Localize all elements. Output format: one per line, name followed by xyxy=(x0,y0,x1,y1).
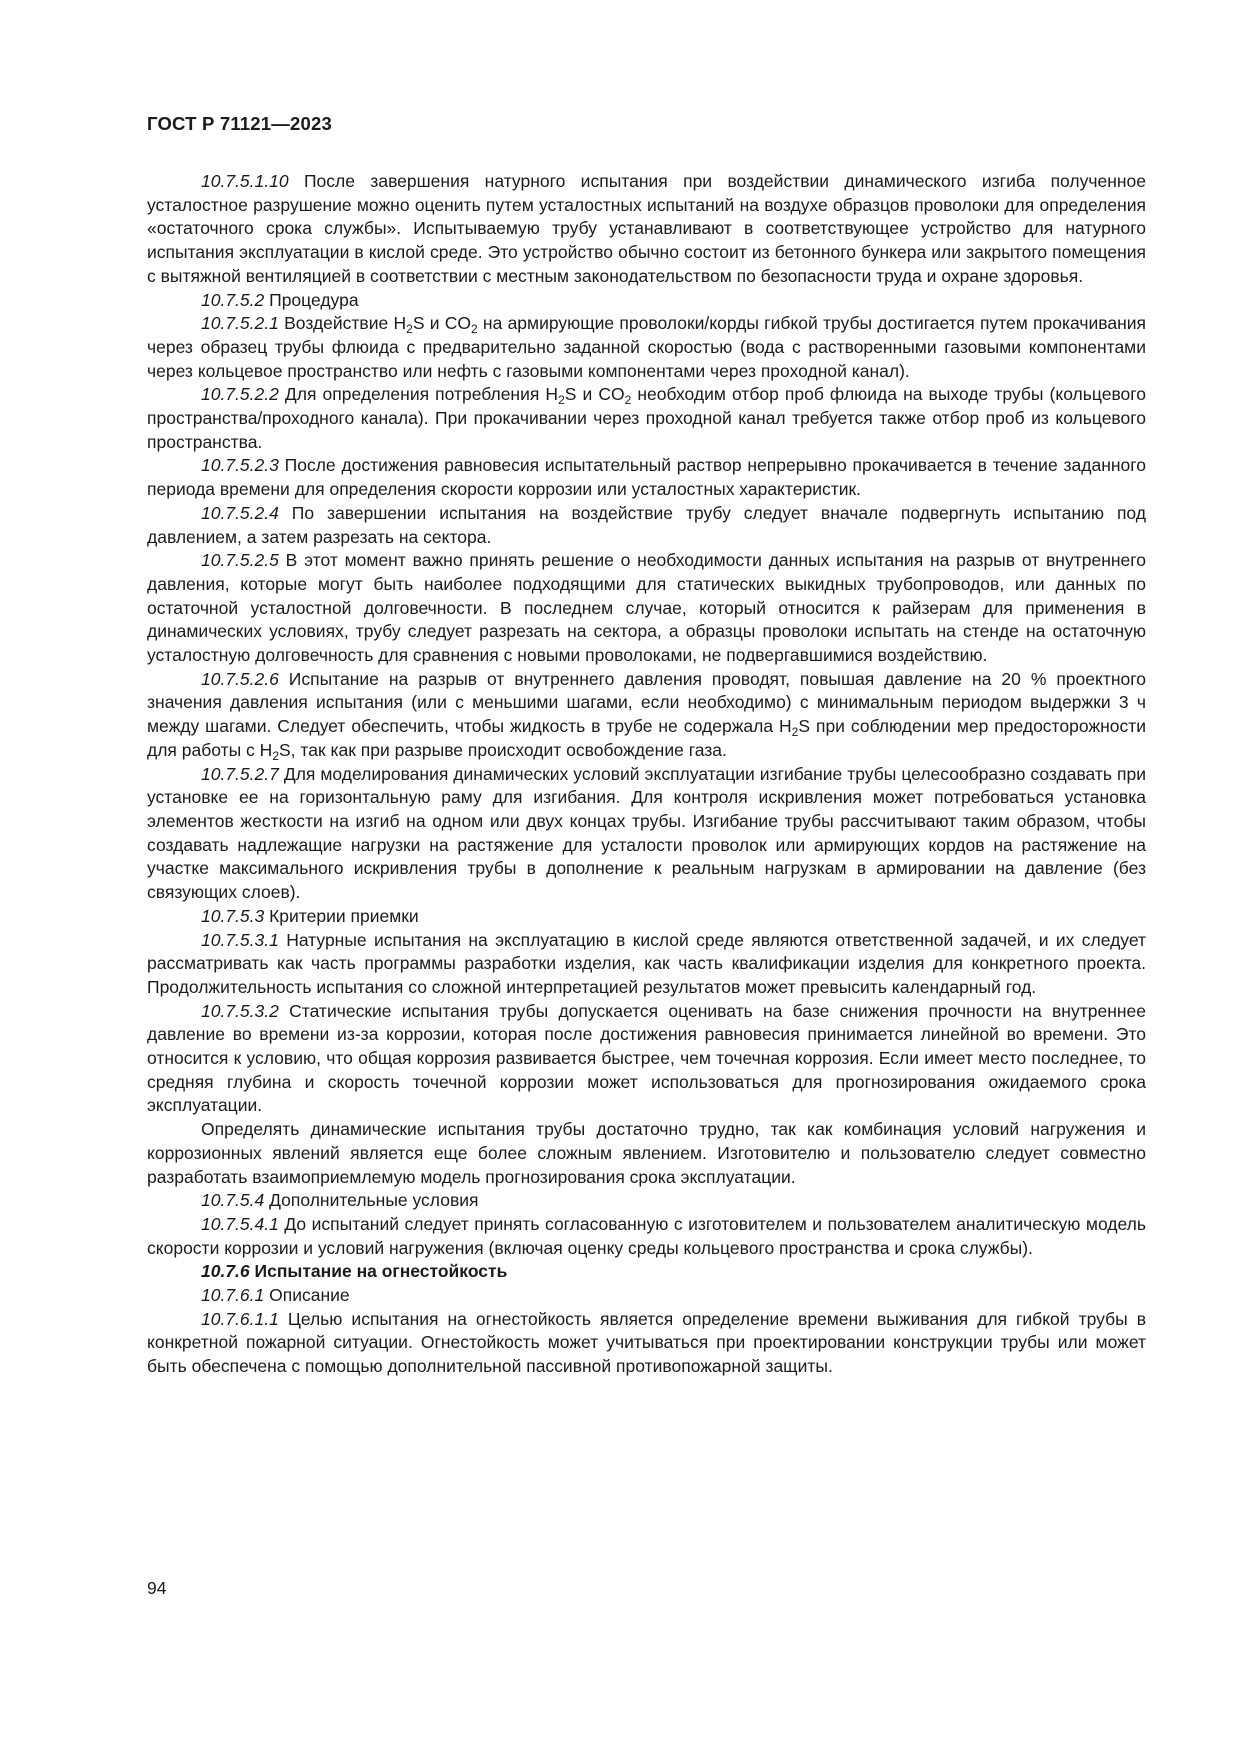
paragraph-10-7-5-2-5 xyxy=(147,549,1146,668)
paragraph-text: После завершения натурного испытания при воздействии динамического изгиба полученное усталостное разрушение можно оценить путем усталостных испытаний на воздухе образцов проволоки для определения «остаточного срока службы». Испытываемую трубу устанавливают в соответствующее устройство для натурного испытания эксплуатации в кислой среде. Это устройство обычно состоит из бетонного бункера или закрытого помещения с вытяжной вентиляцией в соответствии с местным законодательством по безопасности труда и охране здоровья. xyxy=(147,171,1146,286)
paragraph-10-7-5-3 xyxy=(147,905,1146,929)
clause-number: 10.7.6.1 xyxy=(201,1285,265,1306)
clause-number: 10.7.5.4.1 xyxy=(201,1213,279,1234)
section-title: Процедура xyxy=(264,289,359,310)
paragraph-text: Определять динамические испытания трубы достаточно трудно, так как комбинация условий нагружения и коррозионных явлений является еще более сложным явлением. Изготовителю и пользователю следует совместно разработать взаимоприемлемую модель прогнозирования срока эксплуатации. xyxy=(147,1119,1146,1187)
paragraph-text: До испытаний следует принять согласованную с изготовителем и пользователем аналитическую модель скорости коррозии и условий нагружения (включая оценку среды кольцевого пространства и срока службы). xyxy=(147,1213,1146,1258)
paragraph-10-7-5-2-4 xyxy=(147,502,1146,549)
paragraph-10-7-5-2-2 xyxy=(147,383,1146,454)
section-title: Критерии приемки xyxy=(264,905,419,926)
document-body xyxy=(147,170,1146,1379)
paragraph-text: Статические испытания трубы допускается оценивать на базе снижения прочности на внутреннее давление во времени из-за коррозии, которая после достижения равновесия принимается линейной во времени. Это относится к условию, что общая коррозия развивается быстрее, чем точечная коррозия. Если имеет место последнее, то средняя глубина и скорость точечной коррозии может использоваться для прогнозирования ожидаемого срока эксплуатации. xyxy=(147,1000,1146,1116)
clause-number: 10.7.5.2.2 xyxy=(201,384,279,405)
paragraph-text: В этот момент важно принять решение о необходимости данных испытания на разрыв от внутреннего давления, которые могут быть наиболее подходящими для статических выкидных трубопроводов, или данных по остаточной усталостной долговечности. В последнем случае, который относится к райзерам для применения в динамических условиях, трубу следует разрезать на сектора, а образцы проволоки испытать на стенде на остаточную усталостную долговечность для сравнения с новыми проволоками, не подвергавшимися воздействию. xyxy=(147,550,1146,666)
clause-number: 10.7.5.2.5 xyxy=(201,550,279,571)
paragraph-10-7-5-4-1 xyxy=(147,1213,1146,1260)
paragraph-10-7-5-3-1 xyxy=(147,929,1146,1000)
clause-number: 10.7.5.3.1 xyxy=(201,929,279,950)
paragraph-text: Испытание на разрыв от внутреннего давления проводят, повышая давление на 20 % проектного значения давления испытания (или с меньшими шагами, если необходимо) с минимальным периодом выдержки 3 ч между шагами. Следует обеспечить, чтобы жидкость в трубе не содержала H xyxy=(147,668,1146,737)
paragraph-10-7-5-2-1 xyxy=(147,312,1146,383)
paragraph-10-7-5-2-3 xyxy=(147,454,1146,501)
paragraph-10-7-5-4 xyxy=(147,1189,1146,1213)
subscript: 2 xyxy=(624,393,632,408)
paragraph-text: После достижения равновесия испытательный раствор непрерывно прокачивается в течение заданного периода времени для определения скорости коррозии или усталостных характеристик. xyxy=(147,455,1146,500)
section-title: Дополнительные условия xyxy=(264,1190,479,1211)
paragraph-text: Для определения потребления H xyxy=(278,384,559,405)
paragraph-10-7-5-2-6 xyxy=(147,668,1146,763)
section-title: Испытание на огнестойкость xyxy=(249,1261,508,1282)
heading-10-7-6 xyxy=(147,1260,1146,1284)
subscript: 2 xyxy=(406,322,413,337)
paragraph-10-7-5-1-10 xyxy=(147,170,1146,289)
paragraph-text: Для моделирования динамических условий эксплуатации изгибание трубы целесообразно создавать при установке ее на горизонтальную раму для изгибания. Для контроля искривления может потребоваться установка элементов жесткости на изгиб на одном или двух концах трубы. Изгибание трубы рассчитывают таким образом, чтобы создавать надлежащие нагрузки на растяжение для усталости проволок или армирующих кордов на растяжение на участке максимального искривления трубы в дополнение к реальным нагрузкам в армировании на давление (без связующих слоев). xyxy=(147,763,1146,903)
paragraph-unnumbered xyxy=(147,1118,1146,1189)
clause-number: 10.7.5.4 xyxy=(201,1190,265,1211)
paragraph-10-7-5-3-2 xyxy=(147,1000,1146,1119)
subscript: 2 xyxy=(272,748,279,763)
subscript: 2 xyxy=(471,322,478,337)
page-number: 94 xyxy=(147,1578,167,1598)
clause-number: 10.7.6 xyxy=(201,1261,250,1282)
paragraph-text: По завершении испытания на воздействие трубу следует вначале подвергнуть испытанию под давлением, а затем разрезать на сектора. xyxy=(147,502,1146,547)
paragraph-text: S при соблюдении мер предосторожности для работы с H xyxy=(147,716,1147,760)
clause-number: 10.7.5.1.10 xyxy=(201,171,289,191)
paragraph-text: Воздействие H xyxy=(278,313,407,334)
paragraph-text: S и CO xyxy=(564,384,625,405)
paragraph-text: Целью испытания на огнестойкость является определение времени выживания для гибкой трубы в конкретной пожарной ситуации. Огнестойкость может учитываться при проектировании конструкции трубы или может быть обеспечена с помощью дополнительной пассивной противопожарной защиты. xyxy=(147,1308,1146,1377)
paragraph-text: Натурные испытания на эксплуатацию в кислой среде являются ответственной задачей, и их следует рассматривать как часть программы разработки изделия, как часть квалификации изделия для конкретного проекта. Продолжительность испытания со сложной интерпретацией результатов может превысить календарный год. xyxy=(147,929,1146,997)
clause-number: 10.7.5.2.6 xyxy=(201,668,279,689)
clause-number: 10.7.5.2.7 xyxy=(201,763,279,784)
paragraph-text: необходим отбор проб флюида на выходе трубы (кольцевого пространства/проходного канала). При прокачивании через проходной канал требуется также отбор проб из кольцевого пространства. xyxy=(147,384,1147,452)
clause-number: 10.7.5.3.2 xyxy=(201,1000,279,1021)
paragraph-10-7-5-2 xyxy=(147,289,1146,313)
clause-number: 10.7.5.2.1 xyxy=(201,313,279,334)
paragraph-text: S и CO xyxy=(412,313,471,334)
subscript: 2 xyxy=(558,393,565,408)
clause-number: 10.7.6.1.1 xyxy=(201,1308,279,1329)
paragraph-10-7-6-1 xyxy=(147,1284,1146,1308)
clause-number: 10.7.5.2 xyxy=(201,289,265,310)
document-header: ГОСТ Р 71121—2023 xyxy=(147,113,332,134)
paragraph-10-7-6-1-1 xyxy=(147,1308,1146,1379)
clause-number: 10.7.5.2.3 xyxy=(201,455,279,476)
clause-number: 10.7.5.3 xyxy=(201,905,265,926)
subscript: 2 xyxy=(791,725,799,740)
paragraph-text: на армирующие проволоки/корды гибкой трубы достигается путем прокачивания через образец трубы флюида с предварительно заданной скоростью (вода с растворенными газовыми компонентами через кольцевое пространство или нефть с газовыми компонентами через проходной канал). xyxy=(147,313,1146,381)
paragraph-text: S, так как при разрыве происходит освобождение газа. xyxy=(279,739,727,760)
section-title: Описание xyxy=(264,1285,350,1306)
paragraph-10-7-5-2-7 xyxy=(147,763,1146,905)
clause-number: 10.7.5.2.4 xyxy=(201,502,279,523)
